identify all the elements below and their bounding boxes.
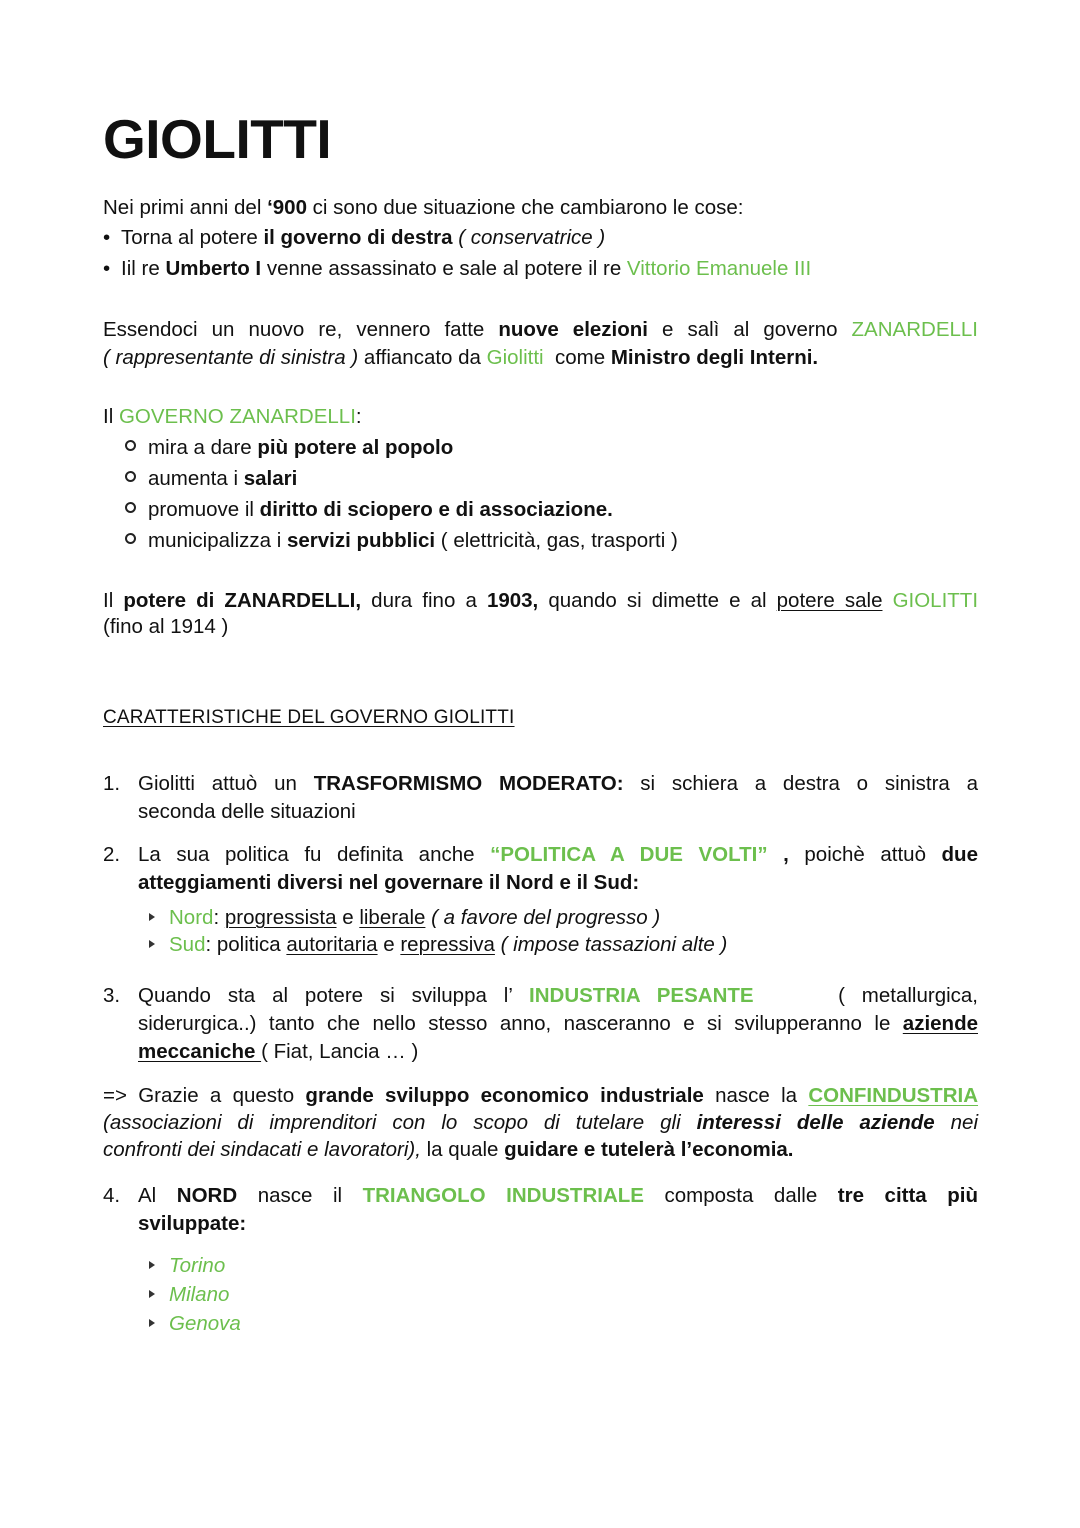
page-title: GIOLITTI [103,108,332,170]
zanardelli-item-3: promuove il diritto di sciopero e di associazione. [125,496,613,524]
confindustria-line3: confronti dei sindacati e lavoratori), la quale guidare e tutelerà l’economia. [103,1138,794,1161]
paragraph-giolitti-rise-line2: (fino al 1914 ) [103,615,229,638]
city-item: Milano [149,1281,229,1309]
sub-item-nord: Nord: progressista e liberale ( a favore del progresso ) [149,904,660,932]
triangle-bullet-icon [149,1261,155,1269]
sub-item-sud: Sud: politica autoritaria e repressiva ( impose tassazioni alte ) [149,931,727,959]
bullet-dot-icon: • [103,226,111,249]
zanardelli-item-1: mira a dare più potere al popolo [125,434,453,462]
paragraph-elections-line1: Essendoci un nuovo re, vennero fatte nuove elezioni e salì al governo ZANARDELLI [103,318,978,341]
intro-bullet-2: • Iil re Umberto I venne assassinato e sale al potere il re Vittorio Emanuele III [103,255,811,283]
zanardelli-lead: Il GOVERNO ZANARDELLI: [103,405,362,428]
triangle-bullet-icon [149,1290,155,1298]
confindustria-line2: (associazioni di imprenditori con lo scopo di tutelare gli interessi delle aziende nei [103,1111,979,1134]
circle-bullet-icon [125,440,136,451]
circle-bullet-icon [125,502,136,513]
zanardelli-item-2: aumenta i salari [125,465,297,493]
city-item: Torino [149,1252,225,1280]
circle-bullet-icon [125,533,136,544]
zanardelli-item-4: municipalizza i servizi pubblici ( elettricità, gas, trasporti ) [125,527,678,555]
circle-bullet-icon [125,471,136,482]
triangle-bullet-icon [149,940,155,948]
city-item: Genova [149,1310,241,1338]
confindustria-line1: => Grazie a questo grande sviluppo economico industriale nasce la CONFINDUSTRIA [103,1084,979,1107]
paragraph-elections-line2: ( rappresentante di sinistra ) affiancato da Giolitti come Ministro degli Interni. [103,346,819,369]
section-heading: CARATTERISTICHE DEL GOVERNO GIOLITTI [103,707,515,728]
intro-bullet-1: • Torna al potere il governo di destra ( conservatrice ) [103,224,605,252]
paragraph-giolitti-rise-line1: Il potere di ZANARDELLI, dura fino a 1903, quando si dimette e al potere sale GIOLITTI [103,589,979,612]
triangle-bullet-icon [149,913,155,921]
triangle-bullet-icon [149,1319,155,1327]
intro-line: Nei primi anni del ‘900 ci sono due situazione che cambiarono le cose: [103,196,744,219]
bullet-dot-icon: • [103,257,111,280]
